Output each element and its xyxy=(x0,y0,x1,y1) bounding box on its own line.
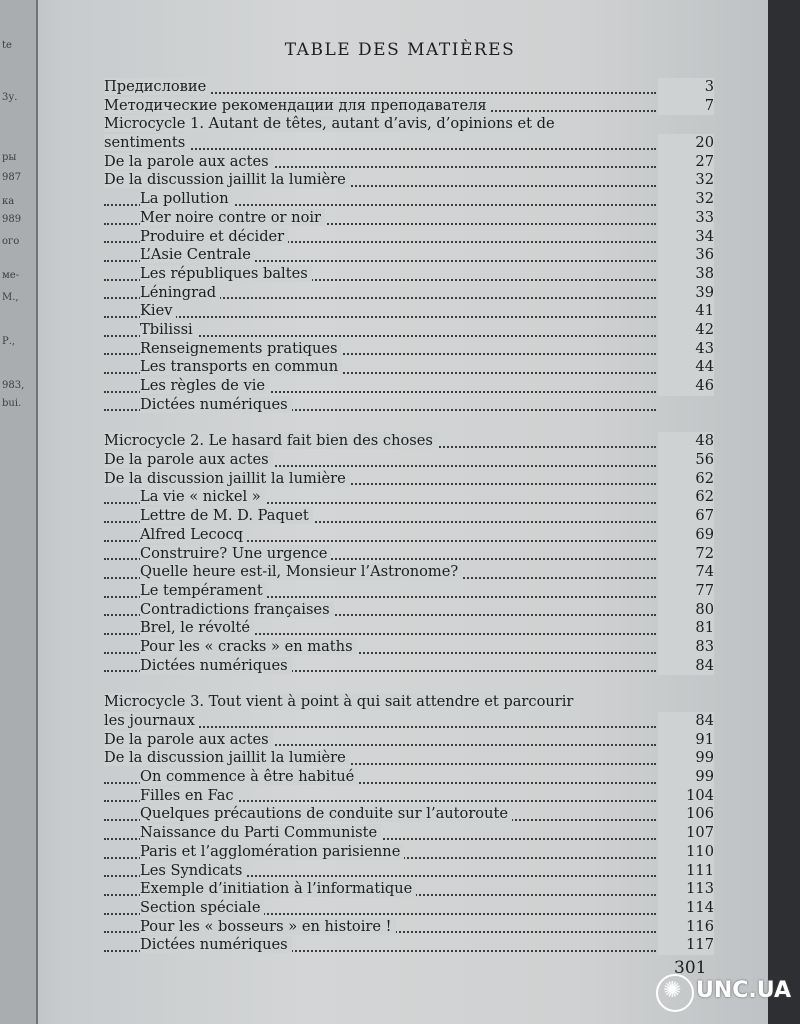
toc-entry-title: La vie « nickel » xyxy=(140,488,265,505)
toc-entry-title: Quelques précautions de conduite sur l’autoroute xyxy=(140,805,512,822)
toc-entry-title: sentiments xyxy=(104,134,189,151)
microcycle-label: Microcycle 1. xyxy=(104,115,205,133)
toc-subentry xyxy=(104,302,714,321)
toc-entry-title: On commence à être habitué xyxy=(140,768,358,785)
section-gap xyxy=(104,675,714,693)
toc-subentry xyxy=(104,657,714,676)
toc-subentry xyxy=(104,488,714,507)
toc-entry xyxy=(104,97,714,116)
toc-entry-title: Методические рекомендации для преподавателя xyxy=(104,97,491,114)
microcycle-heading xyxy=(104,115,714,134)
margin-fragment: 989 xyxy=(2,214,22,225)
page-number: 301 xyxy=(674,958,707,978)
toc-page-number: 74 xyxy=(658,563,714,582)
toc-entry xyxy=(104,470,714,489)
toc-entry-title: L’Asie Centrale xyxy=(140,246,255,263)
left-page-edge xyxy=(0,0,38,1024)
toc-page-number: 39 xyxy=(658,284,714,303)
toc-page-number: 67 xyxy=(658,507,714,526)
toc-subentry xyxy=(104,862,714,881)
microcycle-heading xyxy=(104,693,714,712)
toc-subentry xyxy=(104,824,714,843)
toc-entry-title: Section spéciale xyxy=(140,899,264,916)
toc-entry-title: Pour les « bosseurs » en histoire ! xyxy=(140,918,396,935)
toc-entry-title: Léningrad xyxy=(140,284,220,301)
toc-subentry xyxy=(104,899,714,918)
toc-page-number: 32 xyxy=(658,190,714,209)
toc-entry-title xyxy=(104,115,559,132)
toc-entry xyxy=(104,451,714,470)
toc-page-number: 43 xyxy=(658,340,714,359)
toc-entry-title: les journaux xyxy=(104,712,199,729)
toc-page-number: 117 xyxy=(658,936,714,955)
toc-page-number: 116 xyxy=(658,918,714,937)
toc-page-number: 34 xyxy=(658,228,714,247)
toc-subentry xyxy=(104,787,714,806)
toc-page-number: 44 xyxy=(658,358,714,377)
toc-entry-title: Pour les « cracks » en maths xyxy=(140,638,357,655)
toc-entry-title: Tbilissi xyxy=(140,321,197,338)
watermark-logo-icon xyxy=(656,974,694,1012)
toc-entry-title: Les Syndicats xyxy=(140,862,246,879)
margin-fragment: 3у. xyxy=(2,92,18,103)
toc-entry-title: Brel, le révolté xyxy=(140,619,254,636)
microcycle-title: Autant de têtes, autant d’avis, d’opinions et de xyxy=(204,115,555,133)
toc-entry-title: De la discussion jaillit la lumière xyxy=(104,749,350,766)
toc-subentry xyxy=(104,563,714,582)
microcycle-label: Microcycle 3. xyxy=(104,693,205,711)
toc-entry-title: Dictées numériques xyxy=(140,657,292,674)
page-title: TABLE DES MATIÈRES xyxy=(284,40,516,60)
toc-entry-title: De la parole aux actes xyxy=(104,451,273,468)
toc-entry-title: Paris et l’agglomération parisienne xyxy=(140,843,404,860)
toc-entry-title: Les républiques baltes xyxy=(140,265,312,282)
margin-fragment: Р., xyxy=(2,336,16,347)
toc-entry xyxy=(104,153,714,172)
toc-entry-title: Mer noire contre or noir xyxy=(140,209,325,226)
toc-page-number: 99 xyxy=(658,768,714,787)
toc-entry-title: Quelle heure est-il, Monsieur l’Astronome? xyxy=(140,563,462,580)
toc-subentry xyxy=(104,396,714,415)
microcycle-label: Microcycle 2. xyxy=(104,432,205,450)
toc-entry-title: De la parole aux actes xyxy=(104,731,273,748)
microcycle-title: Tout vient à point à qui sait attendre et parcourir xyxy=(204,693,574,711)
toc-page-number: 107 xyxy=(658,824,714,843)
margin-fragment: М., xyxy=(2,292,19,303)
toc-page-number: 33 xyxy=(658,209,714,228)
toc-entry-title: Naissance du Parti Communiste xyxy=(140,824,381,841)
toc-subentry xyxy=(104,358,714,377)
toc-subentry xyxy=(104,228,714,247)
toc-page-number: 46 xyxy=(658,377,714,396)
toc-subentry xyxy=(104,209,714,228)
toc-entry xyxy=(104,78,714,97)
toc-subentry xyxy=(104,321,714,340)
table-of-contents xyxy=(104,78,714,955)
toc-page-number: 84 xyxy=(658,712,714,731)
section-gap xyxy=(104,414,714,432)
toc-page-number: 56 xyxy=(658,451,714,470)
toc-page-number: 110 xyxy=(658,843,714,862)
toc-page-number: 111 xyxy=(658,862,714,881)
toc-page-number: 83 xyxy=(658,638,714,657)
toc-subentry xyxy=(104,284,714,303)
toc-entry-title: Produire et décider xyxy=(140,228,288,245)
toc-subentry xyxy=(104,265,714,284)
toc-subentry xyxy=(104,340,714,359)
watermark xyxy=(656,972,791,1018)
microcycle-heading-cont xyxy=(104,712,714,731)
toc-entry-title: Renseignements pratiques xyxy=(140,340,341,357)
microcycle-heading-cont xyxy=(104,134,714,153)
toc-subentry xyxy=(104,638,714,657)
toc-page-number: 20 xyxy=(658,134,714,153)
toc-page-number: 113 xyxy=(658,880,714,899)
toc-subentry xyxy=(104,768,714,787)
toc-page-number: 80 xyxy=(658,601,714,620)
margin-fragment: ры xyxy=(2,152,17,163)
toc-entry-title: Dictées numériques xyxy=(140,396,292,413)
toc-subentry xyxy=(104,377,714,396)
toc-subentry xyxy=(104,918,714,937)
toc-page-number: 99 xyxy=(658,749,714,768)
toc-entry-title: De la parole aux actes xyxy=(104,153,273,170)
toc-page-number: 114 xyxy=(658,899,714,918)
margin-fragment: 983, xyxy=(2,380,25,391)
toc-entry-title: Lettre de M. D. Paquet xyxy=(140,507,313,524)
toc-page-number: 38 xyxy=(658,265,714,284)
toc-subentry xyxy=(104,601,714,620)
microcycle-title: Le hasard fait bien des choses xyxy=(204,432,433,450)
toc-page-number: 62 xyxy=(658,488,714,507)
toc-page-number: 3 xyxy=(658,78,714,97)
toc-page-number: 104 xyxy=(658,787,714,806)
toc-entry-title: La pollution xyxy=(140,190,233,207)
margin-fragment: te xyxy=(2,40,12,51)
dot-leader xyxy=(104,316,656,318)
toc-page-number: 72 xyxy=(658,545,714,564)
toc-page-number: 32 xyxy=(658,171,714,190)
toc-entry-title: Les règles de vie xyxy=(140,377,269,394)
toc-page-number: 69 xyxy=(658,526,714,545)
toc-page-number: 41 xyxy=(658,302,714,321)
margin-fragment: ого xyxy=(2,236,20,247)
margin-fragment: ме- xyxy=(2,270,20,281)
toc-entry-title: Filles en Fac xyxy=(140,787,238,804)
toc-page-number: 106 xyxy=(658,805,714,824)
toc-subentry xyxy=(104,507,714,526)
margin-fragment: 987 xyxy=(2,172,22,183)
toc-entry-title: De la discussion jaillit la lumière xyxy=(104,470,350,487)
toc-page-number: 27 xyxy=(658,153,714,172)
margin-fragment: bui. xyxy=(2,398,22,409)
toc-entry-title xyxy=(104,693,577,710)
toc-page-number: 48 xyxy=(658,432,714,451)
toc-page-number: 7 xyxy=(658,97,714,116)
toc-subentry xyxy=(104,190,714,209)
toc-page-number: 42 xyxy=(658,321,714,340)
toc-entry xyxy=(104,731,714,750)
microcycle-heading xyxy=(104,432,714,451)
margin-fragment: ка xyxy=(2,196,15,207)
toc-page-number: 81 xyxy=(658,619,714,638)
toc-entry xyxy=(104,749,714,768)
toc-entry-title: Construire? Une urgence xyxy=(140,545,331,562)
toc-entry-title: Dictées numériques xyxy=(140,936,292,953)
toc-subentry xyxy=(104,246,714,265)
toc-page-number: 91 xyxy=(658,731,714,750)
toc-subentry xyxy=(104,545,714,564)
toc-entry-title: Contradictions françaises xyxy=(140,601,334,618)
toc-subentry xyxy=(104,805,714,824)
toc-page-number: 84 xyxy=(658,657,714,676)
toc-subentry xyxy=(104,936,714,955)
toc-entry-title: Предисловие xyxy=(104,78,210,95)
toc-entry-title xyxy=(104,432,437,449)
toc-entry-title: Exemple d’initiation à l’informatique xyxy=(140,880,416,897)
toc-subentry xyxy=(104,582,714,601)
toc-subentry xyxy=(104,619,714,638)
toc-entry-title: Le tempérament xyxy=(140,582,267,599)
toc-entry-title: Kiev xyxy=(140,302,176,319)
toc-entry-title: Les transports en commun xyxy=(140,358,342,375)
toc-entry-title: Alfred Lecocq xyxy=(140,526,247,543)
toc-page-number: 77 xyxy=(658,582,714,601)
toc-entry xyxy=(104,171,714,190)
toc-subentry xyxy=(104,843,714,862)
toc-page-number: 36 xyxy=(658,246,714,265)
toc-entry-title: De la discussion jaillit la lumière xyxy=(104,171,350,188)
toc-subentry xyxy=(104,526,714,545)
watermark-text: UNC.UA xyxy=(696,978,791,1003)
toc-page-number: 62 xyxy=(658,470,714,489)
toc-subentry xyxy=(104,880,714,899)
